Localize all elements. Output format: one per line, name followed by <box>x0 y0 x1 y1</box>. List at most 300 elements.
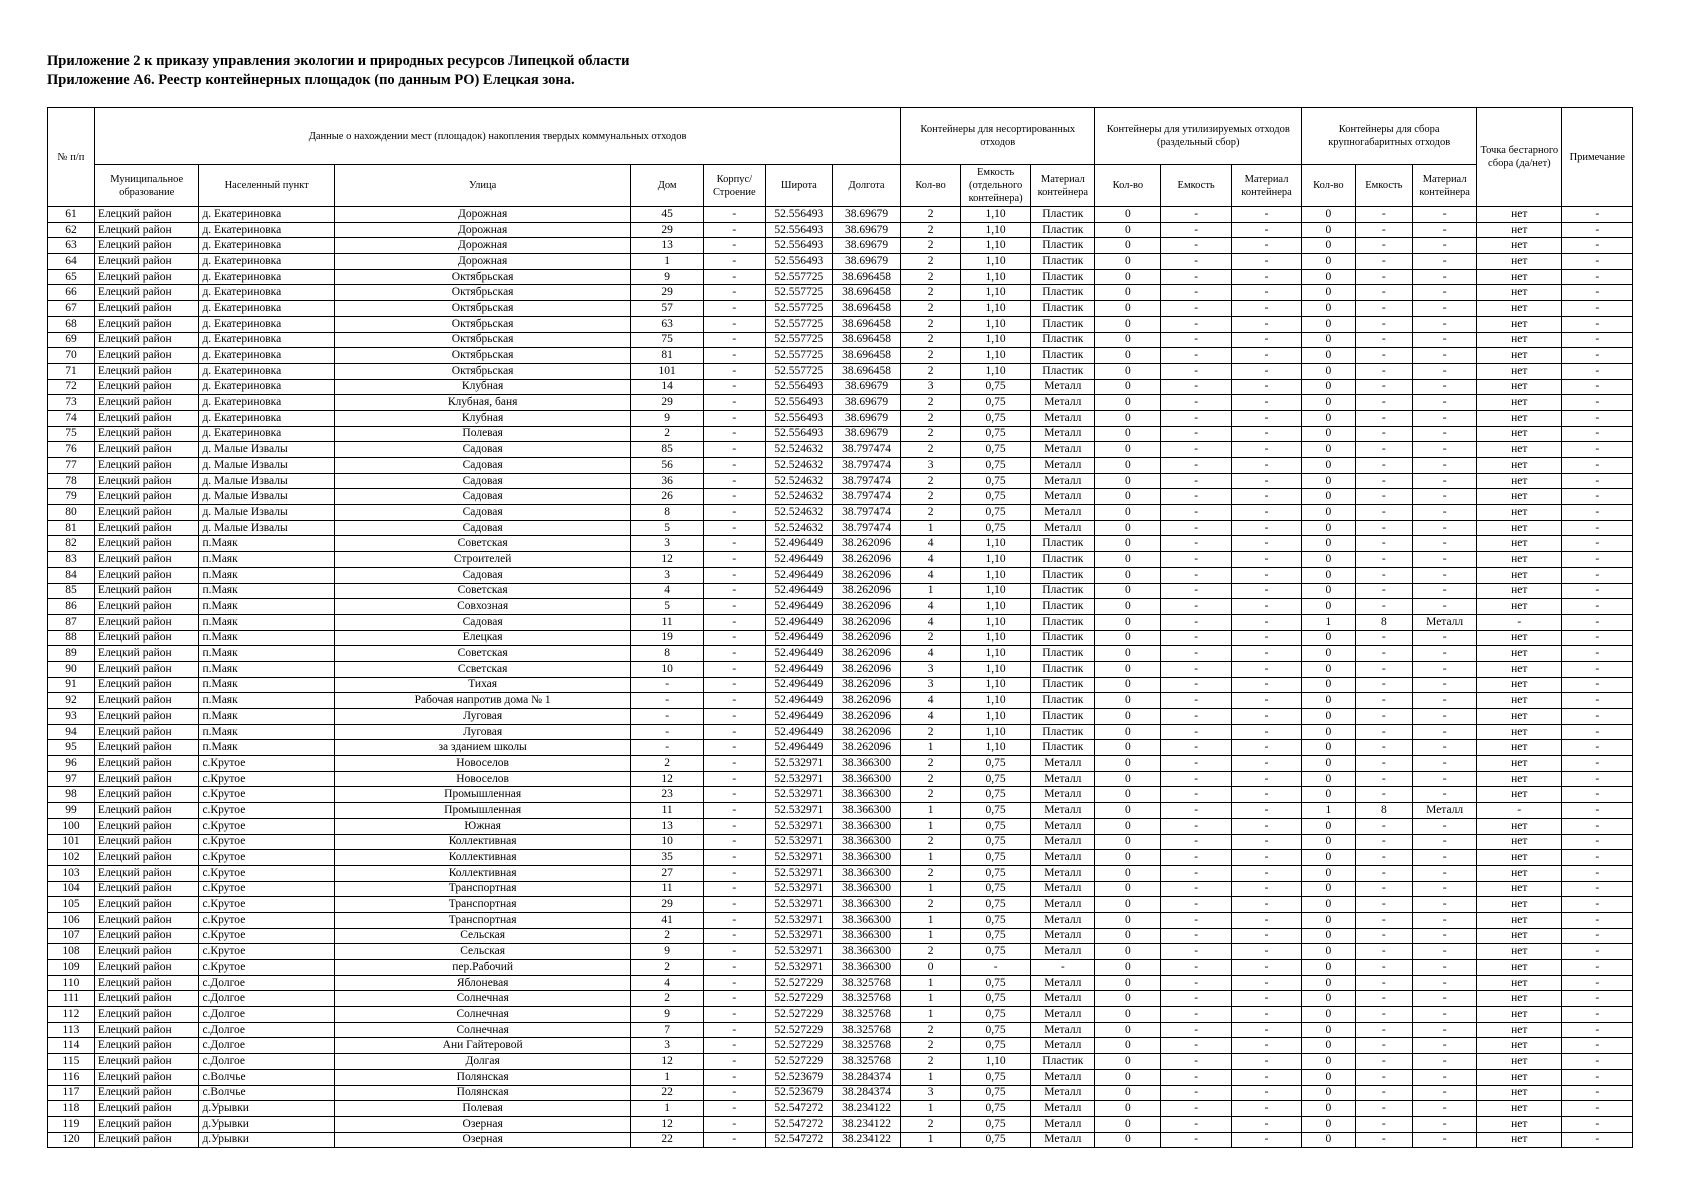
point-header: Точка бестарного сбора (да/нет) <box>1477 108 1562 207</box>
table-cell: - <box>1562 975 1633 991</box>
table-cell: 0 <box>1095 912 1161 928</box>
table-cell: 0 <box>1095 818 1161 834</box>
table-cell: - <box>703 928 765 944</box>
table-cell: 38.366300 <box>832 834 900 850</box>
table-cell: 9 <box>631 410 704 426</box>
table-cell: - <box>1161 975 1231 991</box>
table-cell: за зданием школы <box>334 740 631 756</box>
table-cell: 0 <box>1302 473 1355 489</box>
table-row <box>48 724 1633 740</box>
table-cell: 85 <box>48 583 95 599</box>
table-cell: - <box>1161 269 1231 285</box>
table-cell: - <box>1562 960 1633 976</box>
table-cell: - <box>1231 254 1301 270</box>
table-cell: 52.496449 <box>765 724 832 740</box>
table-row <box>48 442 1633 458</box>
table-cell: 1 <box>631 254 704 270</box>
table-cell: Елецкий район <box>94 269 199 285</box>
table-cell: Елецкий район <box>94 1085 199 1101</box>
table-cell: Садовая <box>334 567 631 583</box>
table-cell: 2 <box>901 1022 961 1038</box>
table-cell: 52.556493 <box>765 379 832 395</box>
table-cell: 104 <box>48 881 95 897</box>
table-cell: Пластик <box>1031 599 1095 615</box>
table-cell: - <box>1161 505 1231 521</box>
table-cell: 38.69679 <box>832 254 900 270</box>
table-cell: 0 <box>1302 787 1355 803</box>
table-cell: Полевая <box>334 426 631 442</box>
table-cell: - <box>1562 740 1633 756</box>
table-row <box>48 1007 1633 1023</box>
table-cell: - <box>703 912 765 928</box>
table-cell: Пластик <box>1031 254 1095 270</box>
table-cell: - <box>703 1069 765 1085</box>
table-cell: - <box>1161 254 1231 270</box>
table-cell: - <box>703 1101 765 1117</box>
table-cell: д. Малые Извалы <box>199 520 334 536</box>
table-cell: - <box>703 1054 765 1070</box>
table-cell: 45 <box>631 207 704 223</box>
table-cell: - <box>703 505 765 521</box>
table-cell: 0 <box>1302 630 1355 646</box>
table-cell: 0 <box>1095 254 1161 270</box>
table-cell: 38.69679 <box>832 222 900 238</box>
table-cell: Озерная <box>334 1116 631 1132</box>
bulky-material-header: Материал контейнера <box>1413 165 1477 207</box>
table-cell: Металл <box>1031 473 1095 489</box>
table-cell: 0 <box>1095 442 1161 458</box>
table-cell: Полянская <box>334 1085 631 1101</box>
table-cell: - <box>1231 583 1301 599</box>
table-cell: 38.262096 <box>832 677 900 693</box>
table-cell: 2 <box>901 316 961 332</box>
table-cell: 0 <box>1095 583 1161 599</box>
table-cell: нет <box>1477 928 1562 944</box>
table-cell: 70 <box>48 348 95 364</box>
table-cell: 38.325768 <box>832 1007 900 1023</box>
table-cell: 87 <box>48 614 95 630</box>
table-cell: 52.524632 <box>765 473 832 489</box>
table-cell: - <box>1562 301 1633 317</box>
table-cell: 0 <box>1302 771 1355 787</box>
table-cell: Промышленная <box>334 787 631 803</box>
table-cell: нет <box>1477 567 1562 583</box>
table-cell: Металл <box>1031 912 1095 928</box>
table-cell: - <box>1231 1116 1301 1132</box>
table-cell: - <box>1413 975 1477 991</box>
table-cell: - <box>703 536 765 552</box>
table-cell: 0 <box>1095 881 1161 897</box>
table-cell: Елецкий район <box>94 552 199 568</box>
table-cell: 38.366300 <box>832 771 900 787</box>
table-cell: 0,75 <box>960 1038 1030 1054</box>
table-cell: - <box>1355 536 1413 552</box>
table-cell: 2 <box>901 285 961 301</box>
table-cell: - <box>1562 724 1633 740</box>
table-cell: 2 <box>901 944 961 960</box>
table-cell: 0 <box>1302 442 1355 458</box>
table-cell: 38.262096 <box>832 740 900 756</box>
table-row <box>48 473 1633 489</box>
table-cell: 0,75 <box>960 1022 1030 1038</box>
table-cell: - <box>1562 552 1633 568</box>
table-cell: Транспортная <box>334 897 631 913</box>
table-cell: 1,10 <box>960 740 1030 756</box>
table-cell: 0 <box>1302 395 1355 411</box>
table-cell: 0 <box>1302 960 1355 976</box>
table-cell: - <box>703 724 765 740</box>
table-cell: - <box>1161 348 1231 364</box>
table-cell: 38.262096 <box>832 646 900 662</box>
table-cell: - <box>1231 207 1301 223</box>
table-cell: Металл <box>1031 489 1095 505</box>
table-cell: 0 <box>1095 285 1161 301</box>
table-cell: 38.366300 <box>832 756 900 772</box>
table-cell: 52.523679 <box>765 1085 832 1101</box>
table-cell: 52.524632 <box>765 458 832 474</box>
table-cell: - <box>1161 1132 1231 1148</box>
table-cell: 1,10 <box>960 222 1030 238</box>
table-row <box>48 1085 1633 1101</box>
table-cell: 38.366300 <box>832 912 900 928</box>
table-cell: - <box>1562 614 1633 630</box>
table-cell: 117 <box>48 1085 95 1101</box>
table-cell: 4 <box>901 646 961 662</box>
table-cell: - <box>1477 614 1562 630</box>
table-cell: 1 <box>901 818 961 834</box>
table-cell: 27 <box>631 865 704 881</box>
table-cell: 0 <box>1302 677 1355 693</box>
table-cell: - <box>1562 395 1633 411</box>
table-row <box>48 881 1633 897</box>
table-cell: - <box>1355 520 1413 536</box>
table-cell: - <box>1231 865 1301 881</box>
recycling-count-header: Кол-во <box>1095 165 1161 207</box>
table-cell: 52.532971 <box>765 944 832 960</box>
table-cell: - <box>1562 505 1633 521</box>
table-cell: 38.262096 <box>832 709 900 725</box>
table-cell: - <box>1355 740 1413 756</box>
table-cell: 52.496449 <box>765 567 832 583</box>
table-cell: 0 <box>1302 269 1355 285</box>
table-row <box>48 536 1633 552</box>
table-cell: - <box>1355 395 1413 411</box>
table-cell: - <box>1413 630 1477 646</box>
table-cell: - <box>1161 316 1231 332</box>
table-cell: - <box>1355 756 1413 772</box>
table-cell: - <box>1562 803 1633 819</box>
table-cell: 38.325768 <box>832 975 900 991</box>
table-cell: нет <box>1477 363 1562 379</box>
table-cell: 75 <box>631 332 704 348</box>
table-cell: Елецкий район <box>94 740 199 756</box>
table-cell: 38.69679 <box>832 207 900 223</box>
table-cell: 52.496449 <box>765 677 832 693</box>
table-cell: - <box>1231 803 1301 819</box>
table-cell: - <box>1355 222 1413 238</box>
table-row <box>48 254 1633 270</box>
table-cell: д. Екатериновка <box>199 316 334 332</box>
table-cell: - <box>1355 1054 1413 1070</box>
table-cell: 0 <box>1095 379 1161 395</box>
table-cell: 0 <box>1095 1054 1161 1070</box>
table-cell: 1,10 <box>960 661 1030 677</box>
recycling-capacity-header: Емкость <box>1161 165 1231 207</box>
table-cell: - <box>1161 928 1231 944</box>
table-cell: - <box>703 410 765 426</box>
table-cell: Металл <box>1031 1022 1095 1038</box>
table-cell: нет <box>1477 505 1562 521</box>
table-cell: - <box>703 254 765 270</box>
table-cell: - <box>703 222 765 238</box>
table-cell: - <box>703 1038 765 1054</box>
table-cell: - <box>1413 301 1477 317</box>
table-cell: с.Долгое <box>199 1054 334 1070</box>
table-cell: 0,75 <box>960 426 1030 442</box>
table-cell: 52.557725 <box>765 285 832 301</box>
table-cell: 0 <box>1302 583 1355 599</box>
table-cell: 85 <box>631 442 704 458</box>
table-cell: 11 <box>631 614 704 630</box>
table-cell: 1 <box>901 881 961 897</box>
table-cell: Садовая <box>334 614 631 630</box>
table-cell: - <box>1355 238 1413 254</box>
table-cell: 110 <box>48 975 95 991</box>
table-cell: 0 <box>1095 363 1161 379</box>
table-cell: - <box>1562 991 1633 1007</box>
table-cell: Елецкий район <box>94 363 199 379</box>
table-cell: 116 <box>48 1069 95 1085</box>
table-cell: 88 <box>48 630 95 646</box>
table-row <box>48 693 1633 709</box>
table-cell: - <box>1562 787 1633 803</box>
table-cell: 52.547272 <box>765 1101 832 1117</box>
table-cell: - <box>1231 567 1301 583</box>
table-cell: Металл <box>1031 520 1095 536</box>
table-cell: 0 <box>1302 1054 1355 1070</box>
table-cell: с.Крутое <box>199 771 334 787</box>
table-cell: 0 <box>1095 1085 1161 1101</box>
table-cell: 67 <box>48 301 95 317</box>
table-cell: 10 <box>631 661 704 677</box>
table-cell: Пластик <box>1031 693 1095 709</box>
table-cell: - <box>703 567 765 583</box>
table-cell: - <box>1161 881 1231 897</box>
table-cell: 2 <box>901 897 961 913</box>
table-cell: 1,10 <box>960 207 1030 223</box>
table-cell: - <box>1231 881 1301 897</box>
table-cell: нет <box>1477 787 1562 803</box>
table-cell: Пластик <box>1031 709 1095 725</box>
table-cell: - <box>1413 505 1477 521</box>
table-cell: нет <box>1477 881 1562 897</box>
table-cell: 52.527229 <box>765 1038 832 1054</box>
table-cell: 38.366300 <box>832 881 900 897</box>
unsorted-group-header: Контейнеры для несортированных отходов <box>901 108 1095 165</box>
table-cell: 1,10 <box>960 238 1030 254</box>
table-cell: 52.524632 <box>765 505 832 521</box>
table-row <box>48 740 1633 756</box>
table-cell: 38.325768 <box>832 1022 900 1038</box>
table-cell: 0 <box>1302 912 1355 928</box>
table-cell: 52.557725 <box>765 332 832 348</box>
table-cell: Садовая <box>334 505 631 521</box>
table-cell: - <box>1562 520 1633 536</box>
table-cell: - <box>1413 771 1477 787</box>
table-cell: - <box>1161 630 1231 646</box>
table-cell: - <box>1562 254 1633 270</box>
table-cell: 52.532971 <box>765 771 832 787</box>
table-cell: 52.547272 <box>765 1132 832 1148</box>
table-cell: - <box>1355 410 1413 426</box>
table-cell: 0 <box>1302 818 1355 834</box>
table-cell: 2 <box>901 724 961 740</box>
table-cell: - <box>1413 740 1477 756</box>
table-row <box>48 567 1633 583</box>
table-cell: - <box>703 834 765 850</box>
table-cell: Металл <box>1031 395 1095 411</box>
table-cell: Елецкий район <box>94 505 199 521</box>
table-cell: Елецкий район <box>94 1054 199 1070</box>
table-cell: - <box>703 661 765 677</box>
table-cell: - <box>1231 818 1301 834</box>
table-cell: 105 <box>48 897 95 913</box>
table-cell: 0,75 <box>960 395 1030 411</box>
table-cell: - <box>1562 928 1633 944</box>
table-cell: - <box>1231 1054 1301 1070</box>
table-cell: - <box>703 614 765 630</box>
street-header: Улица <box>334 165 631 207</box>
table-cell: 38.262096 <box>832 661 900 677</box>
table-cell: Советская <box>334 536 631 552</box>
table-cell: п.Маяк <box>199 740 334 756</box>
table-cell: 91 <box>48 677 95 693</box>
table-cell: Рабочая напротив дома № 1 <box>334 693 631 709</box>
table-cell: 64 <box>48 254 95 270</box>
table-cell: - <box>1231 991 1301 1007</box>
table-cell: 38.366300 <box>832 960 900 976</box>
table-cell: - <box>1562 583 1633 599</box>
table-cell: - <box>1355 332 1413 348</box>
table-cell: д. Екатериновка <box>199 395 334 411</box>
table-cell: 13 <box>631 818 704 834</box>
table-cell: - <box>1413 1085 1477 1101</box>
table-cell: 0 <box>1302 567 1355 583</box>
table-cell: - <box>703 207 765 223</box>
table-cell: Металл <box>1031 1116 1095 1132</box>
table-cell: Коллективная <box>334 865 631 881</box>
table-cell: 2 <box>901 630 961 646</box>
table-cell: п.Маяк <box>199 677 334 693</box>
table-row <box>48 818 1633 834</box>
table-cell: 9 <box>631 1007 704 1023</box>
table-cell: Елецкий район <box>94 426 199 442</box>
table-row <box>48 646 1633 662</box>
table-cell: 2 <box>631 756 704 772</box>
table-cell: - <box>703 458 765 474</box>
table-cell: 0 <box>1302 1085 1355 1101</box>
table-cell: 0,75 <box>960 489 1030 505</box>
table-cell: д. Малые Извалы <box>199 489 334 505</box>
table-cell: нет <box>1477 661 1562 677</box>
table-cell: Елецкий район <box>94 1069 199 1085</box>
table-cell: 0,75 <box>960 944 1030 960</box>
table-cell: 1,10 <box>960 254 1030 270</box>
table-cell: - <box>1413 410 1477 426</box>
table-cell: - <box>1413 724 1477 740</box>
table-cell: - <box>631 740 704 756</box>
table-cell: д. Екатериновка <box>199 254 334 270</box>
table-cell: 0 <box>1302 379 1355 395</box>
table-cell: - <box>1355 928 1413 944</box>
table-cell: Елецкий район <box>94 709 199 725</box>
table-row <box>48 787 1633 803</box>
table-cell: - <box>1413 912 1477 928</box>
table-cell: - <box>1355 991 1413 1007</box>
table-cell: Советская <box>334 583 631 599</box>
table-cell: - <box>1231 897 1301 913</box>
table-cell: 0 <box>1302 285 1355 301</box>
table-cell: 38.284374 <box>832 1069 900 1085</box>
table-cell: 1 <box>901 803 961 819</box>
table-cell: 4 <box>631 583 704 599</box>
table-cell: 101 <box>631 363 704 379</box>
table-cell: - <box>1355 1101 1413 1117</box>
table-cell: 108 <box>48 944 95 960</box>
table-cell: 52.532971 <box>765 960 832 976</box>
table-cell: 52.496449 <box>765 599 832 615</box>
table-cell: - <box>703 756 765 772</box>
table-cell: 114 <box>48 1038 95 1054</box>
table-cell: 63 <box>631 316 704 332</box>
table-row <box>48 207 1633 223</box>
table-cell: - <box>703 975 765 991</box>
table-cell: Садовая <box>334 442 631 458</box>
table-cell: Клубная <box>334 379 631 395</box>
table-cell: Транспортная <box>334 912 631 928</box>
table-cell: - <box>631 709 704 725</box>
table-cell: нет <box>1477 630 1562 646</box>
table-cell: - <box>1161 520 1231 536</box>
table-cell: - <box>703 850 765 866</box>
latitude-header: Широта <box>765 165 832 207</box>
table-cell: - <box>703 818 765 834</box>
table-cell: Пластик <box>1031 238 1095 254</box>
table-cell: п.Маяк <box>199 646 334 662</box>
table-cell: 2 <box>901 1054 961 1070</box>
table-cell: - <box>1562 630 1633 646</box>
table-cell: 52.524632 <box>765 442 832 458</box>
table-cell: - <box>1413 646 1477 662</box>
table-cell: 38.366300 <box>832 850 900 866</box>
table-cell: - <box>1161 1038 1231 1054</box>
table-cell: нет <box>1477 991 1562 1007</box>
table-cell: 29 <box>631 395 704 411</box>
table-cell: - <box>1161 865 1231 881</box>
house-header: Дом <box>631 165 704 207</box>
table-cell: 0,75 <box>960 1101 1030 1117</box>
table-cell: Пластик <box>1031 583 1095 599</box>
table-row <box>48 630 1633 646</box>
table-cell: Елецкий район <box>94 301 199 317</box>
table-cell: - <box>703 771 765 787</box>
table-cell: 0 <box>1095 928 1161 944</box>
table-cell: - <box>1231 944 1301 960</box>
table-cell: - <box>1562 912 1633 928</box>
table-cell: с.Крутое <box>199 803 334 819</box>
table-cell: нет <box>1477 599 1562 615</box>
table-row <box>48 238 1633 254</box>
